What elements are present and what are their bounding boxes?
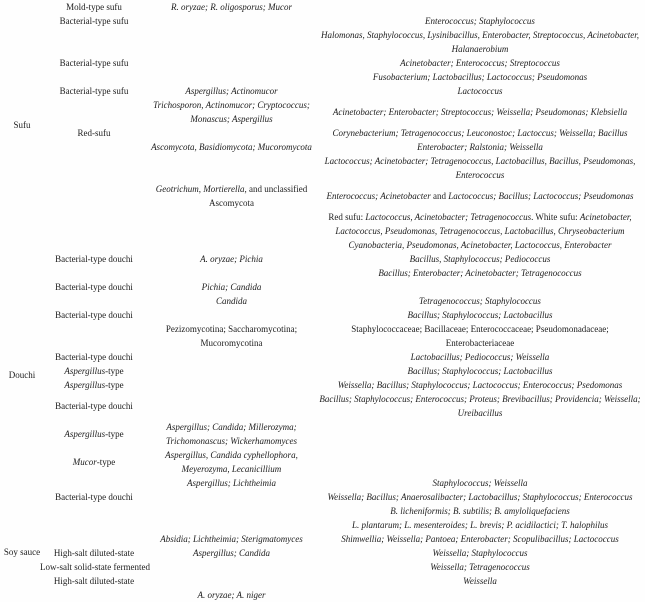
cell-bacteria: B. licheniformis; B. subtilis; B. amyloliquefaciens (390, 506, 570, 516)
cell-bacteria: Weissella; Tetragenococcus (430, 562, 530, 572)
table-row (0, 588, 645, 602)
cell-bacteria: Bacillus; Enterobacter; Acinetobacter; Tetragenococcus (378, 268, 582, 278)
table-row (0, 28, 645, 56)
cell-type: High-salt diluted-state (53, 576, 135, 586)
table-row (0, 504, 645, 518)
cell-bacteria: Corynebacterium; Tetragenococcus; Leuconostoc; Lactoccus; Weissella; Bacillus (332, 128, 628, 138)
cell-bacteria: Bacillus, Staphylococcus; Pediococcus (409, 254, 551, 264)
cell-fungi: Aspergillus; Candida; Millerozyma; Trichomonascus; Wickerhamomyces (165, 422, 298, 446)
cell-type: Mold-type sufu (66, 2, 122, 12)
cell-bacteria: Enterococcus; Staphylococcus (425, 16, 535, 26)
cell-type: High-salt diluted-state (53, 548, 135, 558)
table-row (0, 532, 645, 546)
table-row (0, 476, 645, 490)
cell-fungi: Pichia; Candida (201, 282, 262, 292)
cell-type: Bacterial-type douchi (55, 282, 133, 292)
cell-bacteria: L. plantarum; L. mesenteroides; L. brevis; P. acidilactici; T. halophilus (352, 520, 608, 530)
table-row (0, 294, 645, 308)
table-row (0, 154, 645, 182)
table-row (0, 126, 645, 140)
cell-type: Aspergillus-type (64, 429, 124, 439)
table-row (0, 378, 645, 392)
cell-type: Bacterial-type sufu (59, 58, 129, 68)
cell-fungi: Geotrichum, Mortierella, and unclassified Ascomycota (155, 184, 308, 208)
cell-bacteria: Bacillus; Staphylococcus; Lactobacillus (407, 366, 553, 376)
table-row (0, 420, 645, 448)
category-label: Sufu (13, 120, 31, 130)
table-row (0, 350, 645, 364)
cell-bacteria: Staphylococcus; Weissella (432, 478, 528, 488)
table-row (0, 266, 645, 280)
cell-type: Low-salt solid-state fermented (40, 562, 150, 572)
cell-fungi: A. oryzae; A. niger (197, 590, 266, 600)
cell-fungi: Aspergillus; Actinomucor (185, 86, 278, 96)
table-row (0, 0, 645, 14)
cell-bacteria: Shimwellia; Weissella; Pantoea; Enterobacter; Scopulibacillus; Lactococcus (341, 534, 619, 544)
table-row (0, 56, 645, 70)
cell-bacteria: Enterococcus; Acinetobacter and Lactococcus; Bacillus; Lactococcus; Pseudomonas (326, 191, 634, 201)
cell-type: Bacterial-type douchi (55, 492, 133, 502)
cell-fungi: Absidia; Lichtheimia; Sterigmatomyces (160, 534, 303, 544)
cell-type: Aspergillus-type (64, 380, 124, 390)
cell-fungi: Aspergillus; Candida (193, 548, 270, 558)
cell-type: Bacterial-type sufu (59, 86, 129, 96)
table-row (0, 322, 645, 350)
category-label: Soy sauce (3, 547, 41, 557)
cell-bacteria: Acinetobacter; Enterobacter; Streptococcus; Weissella; Pseudomonas; Klebsiella (332, 107, 628, 117)
table-row (0, 70, 645, 84)
table-row (0, 98, 645, 126)
cell-bacteria: Enterobacter; Ralstonia; Weissella (417, 142, 543, 152)
cell-type: Bacterial-type douchi (55, 254, 133, 264)
cell-type: Aspergillus-type (64, 366, 124, 376)
cell-bacteria: Lactococcus (457, 86, 503, 96)
table-row (0, 364, 645, 378)
cell-fungi: A. oryzae; Pichia (200, 254, 263, 264)
cell-fungi: Aspergillus; Lichtheimia (187, 478, 276, 488)
table-row (0, 546, 645, 560)
cell-type: Bacterial-type douchi (55, 310, 133, 320)
cell-bacteria: Acinetobacter; Enterococcus; Streptococcus (400, 58, 560, 68)
category-label: Douchi (8, 370, 36, 380)
table-row (0, 252, 645, 266)
cell-bacteria: Weissella; Bacillus; Anaerosalibacter; Lactobacillus; Staphylococcus; Enterococcus (327, 492, 633, 502)
cell-fungi: Candida (215, 296, 247, 306)
cell-type: Bacterial-type douchi (55, 401, 133, 411)
cell-bacteria: Lactobacillus; Pediococcus; Weissella (410, 352, 550, 362)
table-row (0, 448, 645, 476)
table-row (0, 560, 645, 574)
table-row (0, 84, 645, 98)
table-row (0, 280, 645, 294)
cell-bacteria: Weissella; Staphylococcus (432, 548, 528, 558)
cell-bacteria: Bacillus; Staphylococcus; Enterococcus; Proteus; Brevibacillus; Providencia; Weissella; Ureibacillus (319, 394, 641, 418)
cell-bacteria: Halomonas, Staphylococcus, Lysinibacillus, Enterobacter, Streptococcus, Acinetobacter, Halanaerobium (320, 30, 640, 54)
table-row (0, 182, 645, 210)
cell-type: Bacterial-type sufu (59, 16, 129, 26)
table-row (0, 574, 645, 588)
table-row (0, 210, 645, 238)
cell-bacteria: Cyanobacteria, Pseudomonas, Acinetobacter, Lactococcus, Enterobacter (348, 240, 612, 250)
table-row (0, 490, 645, 504)
cell-bacteria: Fusobacterium; Lactobacillus; Lactococcus; Pseudomonas (372, 72, 588, 82)
cell-fungi: R. oryzae; R. oligosporus; Mucor (171, 2, 292, 12)
cell-type: Red-sufu (77, 128, 111, 138)
cell-bacteria: Staphylococcaceae; Bacillaceae; Enterococcaceae; Pseudomonadaceae; Enterobacteriaceae (351, 324, 609, 348)
cell-bacteria: Weissella; Bacillus; Staphylococcus; Lactococcus; Enterococcus; Psedomonas (337, 380, 623, 390)
table-row (0, 308, 645, 322)
cell-bacteria: Lactococcus; Acinetobacter; Tetragenococcus, Lactobacillus, Bacillus, Pseudomonas, Enterococcus (324, 156, 636, 180)
cell-bacteria: Weissella (463, 576, 497, 586)
table-row (0, 14, 645, 28)
table-row (0, 238, 645, 252)
cell-fungi: Pezizomycotina; Saccharomycotina; Mucoromycotina (165, 324, 298, 348)
cell-bacteria: Red sufu: Lactococcus, Acinetobacter; Tetragenococcus. White sufu: Acinetobacter, Lactococcus, Pseudomonas, Tetragenococcus, Lactobacillus, Chryseobacterium (328, 212, 632, 236)
table-row (0, 140, 645, 154)
cell-fungi: Aspergillus, Candida cyphellophora, Meyerozyma, Lecanicillium (165, 450, 298, 474)
cell-type: Mucor-type (72, 457, 116, 467)
cell-bacteria: Tetragenococcus; Staphylococcus (419, 296, 541, 306)
cell-bacteria: Bacillus; Staphylococcus; Lactobacillus (407, 310, 553, 320)
cell-type: Bacterial-type douchi (55, 352, 133, 362)
table-row (0, 392, 645, 420)
cell-fungi: Ascomycota, Basidiomycota; Mucoromycota (151, 142, 312, 152)
table-row (0, 518, 645, 532)
cell-fungi: Trichosporon, Actinomucor; Cryptococcus; Monascus; Aspergillus (153, 100, 310, 124)
